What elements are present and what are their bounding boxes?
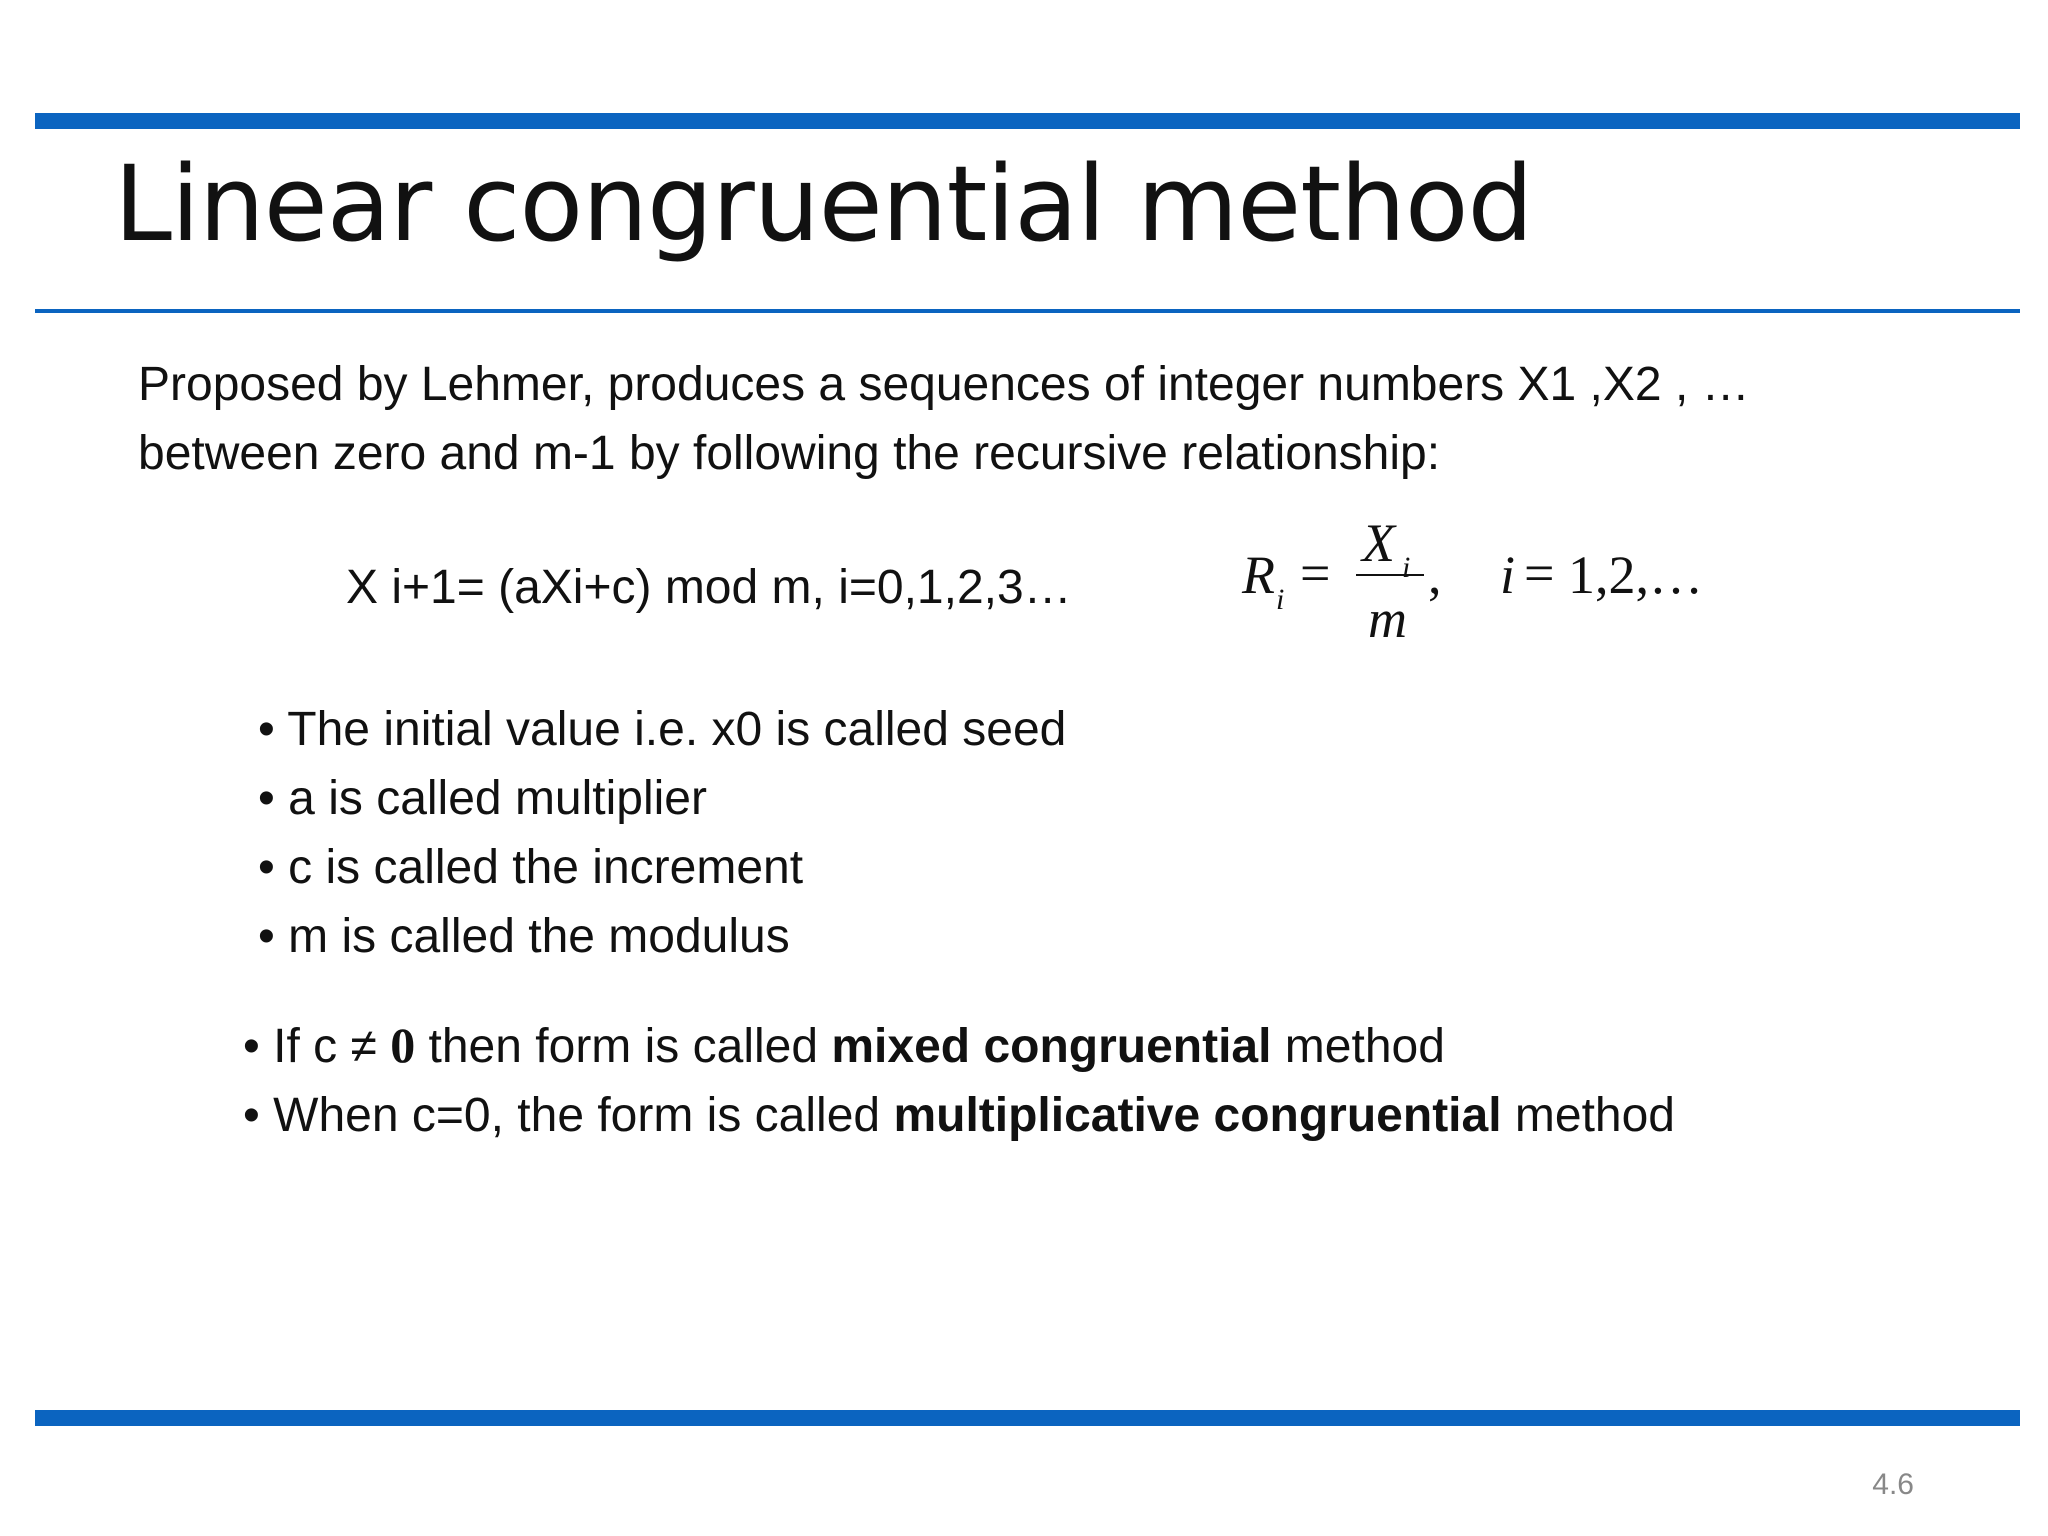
note-multiplicative-congruential <box>243 1081 1675 1150</box>
bullet-glyph: • <box>258 841 275 894</box>
note-suffix: method <box>1271 1020 1445 1073</box>
note-prefix: When c=0, the form is called <box>273 1089 894 1142</box>
note-middle: then form is called <box>415 1020 832 1073</box>
top-accent-bar <box>35 113 2020 129</box>
definition-text: c is called the increment <box>288 841 804 894</box>
formula-lhs: R <box>1242 545 1275 605</box>
formula-index-values: 1,2,… <box>1568 545 1703 605</box>
zero-symbol: 0 <box>390 1017 416 1073</box>
formula-denominator: m <box>1368 589 1407 649</box>
bottom-accent-bar <box>35 1410 2020 1426</box>
bullet-glyph: • <box>258 703 275 756</box>
bullet-glyph: • <box>243 1089 260 1142</box>
bullet-glyph: • <box>258 910 275 963</box>
definition-text: m is called the modulus <box>288 910 790 963</box>
formula-comma: , <box>1428 545 1442 605</box>
formula-equals: = <box>1300 543 1331 603</box>
definition-multiplier <box>258 764 1066 833</box>
bullet-glyph: • <box>258 772 275 825</box>
formula-lhs-subscript: i <box>1276 583 1285 616</box>
definition-text: a is called multiplier <box>288 772 707 825</box>
term-multiplicative-congruential: multiplicative congruential <box>893 1089 1502 1142</box>
definition-text: The initial value i.e. x0 is called seed <box>287 703 1067 756</box>
definition-increment <box>258 833 1066 902</box>
note-prefix: If c ≠ <box>273 1020 391 1073</box>
formula-index-equals: = <box>1524 543 1555 603</box>
note-suffix: method <box>1501 1089 1675 1142</box>
definition-modulus <box>258 902 1066 971</box>
bullet-glyph: • <box>243 1020 260 1073</box>
recurrence-formula: X i+1= (aXi+c) mod m, i=0,1,2,3… <box>346 561 1072 614</box>
formula-index-variable: i <box>1500 545 1516 605</box>
note-mixed-congruential <box>243 1011 1675 1081</box>
formula-numerator: X <box>1362 515 1395 573</box>
formula-numerator-subscript: i <box>1402 551 1411 584</box>
title-divider <box>35 309 2020 313</box>
definition-seed <box>258 695 1066 764</box>
term-mixed-congruential: mixed congruential <box>831 1020 1272 1073</box>
definition-list <box>258 695 1066 971</box>
slide-title: Linear congruential method <box>114 143 1533 265</box>
page-number: 4.6 <box>1872 1468 1914 1501</box>
normalization-formula <box>1238 515 1718 665</box>
intro-paragraph: Proposed by Lehmer, produces a sequences of integer numbers X1 ,X2 , … between zero and m-1 by following the recursive relationship: <box>138 358 1750 480</box>
method-notes <box>243 1011 1675 1150</box>
